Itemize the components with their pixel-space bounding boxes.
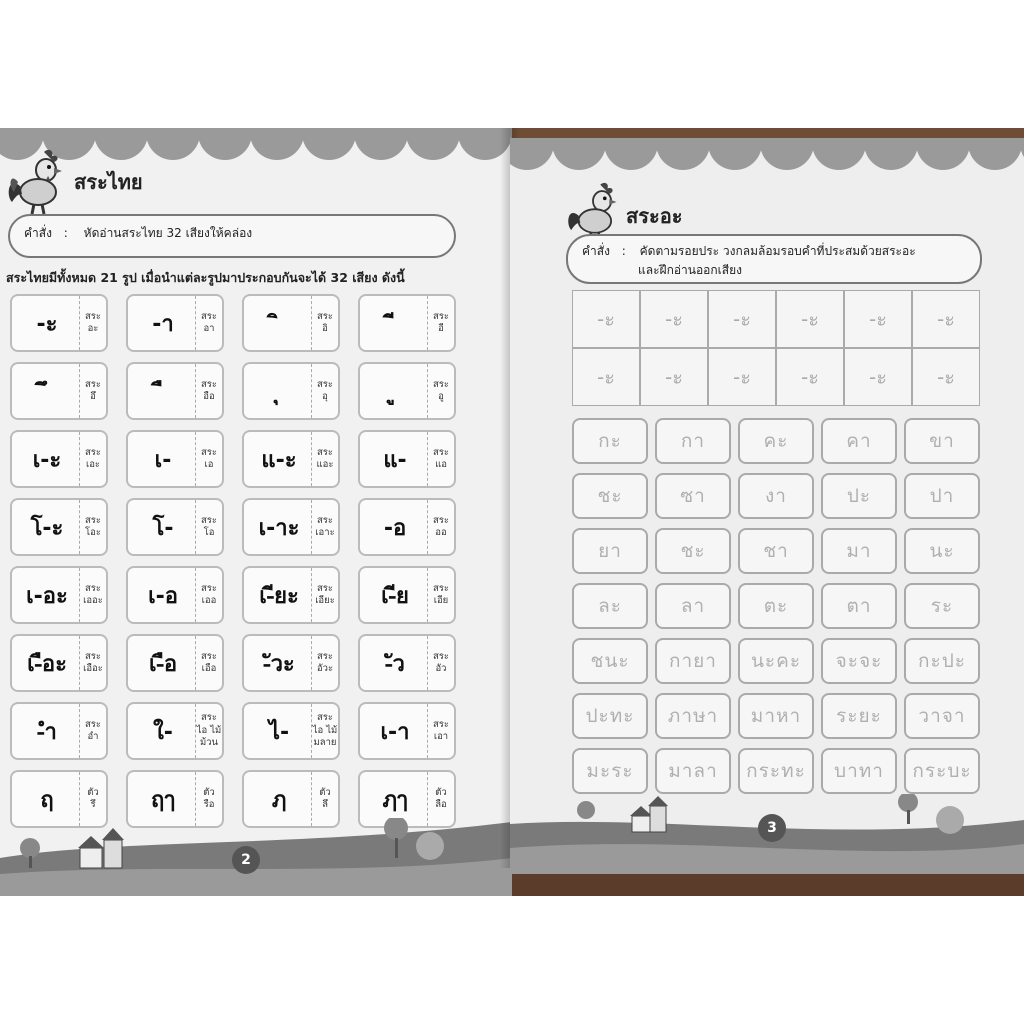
vowel-label [311,704,338,758]
vowel-label [195,296,222,350]
word-box[interactable]: คะ [738,418,814,464]
vowel-label-line1: สระ [200,310,217,322]
vowel-glyph: เ-า [380,719,410,745]
instruction-box [566,234,982,284]
vowel-card [126,702,224,760]
trace-cell[interactable]: -ะ [844,290,912,348]
vowel-label [427,704,454,758]
word-box[interactable]: งา [738,473,814,519]
scallop [146,128,200,160]
instruction-text: หัดอ่านสระไทย 32 เสียงให้คล่อง [83,226,253,240]
word-box[interactable]: กะปะ [904,638,980,684]
vowel-label-line2: ลึ [322,799,328,810]
vowel-label-line2: เอือ [201,663,217,674]
page-number: 2 [232,846,260,874]
vowel-label-line2: เออะ [83,595,103,606]
vowel-label-line2: อะ [87,323,99,334]
scallop [406,128,460,160]
vowel-glyph: เ-ีย [381,583,409,609]
vowel-label-line1: สระ [200,712,217,724]
vowel-glyph: -า [152,311,174,337]
word-box[interactable]: ชา [738,528,814,574]
vowel-label-line1: สระ [200,514,217,526]
instruction-box [8,214,456,258]
subtitle: สระไทยมีทั้งหมด 21 รูป เมื่อนำแต่ละรูปมาประกอบกันจะได้ 32 เสียง ดังนี้ [6,270,405,285]
vowel-glyph [244,296,314,350]
vowel-glyph: -ำ [37,719,57,745]
vowel-glyph: ใ- [153,719,173,745]
vowel-label-line1: สระ [84,310,101,322]
vowel-label-line1: ตัว [87,786,99,798]
vowel-label [311,636,338,690]
page-title: สระไทย [74,170,143,194]
vowel-label-line1: สระ [432,310,449,322]
vowel-label-line1: สระ [84,718,101,730]
instruction-sep: : [63,226,68,240]
word-box[interactable]: บาทา [821,748,897,794]
vowel-card [10,294,108,352]
vowel-label-line2: เอีย [433,595,449,606]
scallop [302,128,356,160]
word-box[interactable]: ปา [904,473,980,519]
scallop [250,128,304,160]
vowel-label-line1: สระ [84,446,101,458]
vowel-glyph [244,364,314,418]
vowel-label-line2: ไอ ไม้ม้วน [196,724,222,749]
vowel-label-line2: แอ [435,459,447,470]
vowel-label-line1: สระ [316,712,333,724]
vowel-label [195,636,222,690]
word-box[interactable]: ตา [821,583,897,629]
vowel-label-line1: สระ [84,582,101,594]
scallop [708,138,762,170]
vowel-glyph: เ-ือ [148,651,178,677]
word-box[interactable]: มา [821,528,897,574]
vowel-label-line1: ตัว [203,786,215,798]
trace-cell[interactable]: -ะ [640,348,708,406]
vowel-label-line1: ตัว [435,786,447,798]
vowel-label-line2: ออ [435,527,447,538]
scallop-border [510,138,1024,178]
trace-cell[interactable]: -ะ [640,290,708,348]
vowel-label-line2: อำ [87,731,99,742]
vowel-glyph: โ-ะ [30,515,64,541]
vowel-card [10,702,108,760]
scallop [812,138,866,170]
instruction-sep: : [621,244,626,258]
vowel-card [126,566,224,624]
vowel-card [358,566,456,624]
vowel-card [358,430,456,488]
scallop [916,138,970,170]
vowel-card [358,294,456,352]
word-box[interactable]: ปะ [821,473,897,519]
vowel-label-line2: อู [438,391,444,402]
word-box[interactable]: มะระ [572,748,648,794]
vowel-label [79,636,106,690]
vowel-label-line2: ไอ ไม้มลาย [312,724,338,749]
vowel-label [79,364,106,418]
vowel-glyph: เ-ียะ [259,583,299,609]
trace-cell[interactable]: -ะ [708,290,776,348]
vowel-card [126,498,224,556]
word-box[interactable]: ซา [655,473,731,519]
scallop [552,138,606,170]
vowel-label-line1: สระ [200,582,217,594]
vowel-card [242,566,340,624]
vowel-label-line2: ลือ [435,799,447,810]
vowel-label-line1: สระ [200,446,217,458]
vowel-glyph [12,364,82,418]
vowel-label-line1: สระ [432,378,449,390]
vowel-label [79,432,106,486]
vowel-glyph [128,364,198,418]
vowel-glyph: -อ [383,515,407,541]
scallop [760,138,814,170]
scallop [94,128,148,160]
vowel-label-line1: สระ [432,514,449,526]
vowel-label-line1: สระ [84,378,101,390]
scallop [968,138,1022,170]
vowel-card [126,430,224,488]
word-box[interactable]: ชะ [572,473,648,519]
vowel-label-line1: สระ [316,446,333,458]
scallop [864,138,918,170]
word-box[interactable]: ภาษา [655,693,731,739]
vowel-label [311,364,338,418]
vowel-label-line1: สระ [84,650,101,662]
vowel-card [242,362,340,420]
vowel-glyph: -ัว [385,651,405,677]
vowel-label [311,500,338,554]
vowel-card [242,634,340,692]
vowel-label-line1: สระ [432,718,449,730]
vowel-label [311,568,338,622]
scallop-border [0,128,512,168]
word-box[interactable]: ขา [904,418,980,464]
vowel-label-line2: อุ [322,391,328,402]
scallop [354,128,408,160]
vowel-label-line2: รึ [90,799,96,810]
vowel-card [242,498,340,556]
trace-cell[interactable]: -ะ [912,290,980,348]
vowel-label-line1: สระ [432,446,449,458]
vowel-label [195,704,222,758]
vowel-glyph: -ัวะ [263,651,295,677]
vowel-label-line1: สระ [316,378,333,390]
vowel-glyph: เ-อะ [26,583,68,609]
word-box[interactable]: นะ [904,528,980,574]
word-box[interactable]: ตะ [738,583,814,629]
vowel-label [427,500,454,554]
vowel-card [10,362,108,420]
vowel-glyph: เ-ะ [32,447,62,473]
word-box[interactable]: วาจา [904,693,980,739]
vowel-label [195,432,222,486]
page-title: สระอะ [626,204,683,228]
vowel-card [242,702,340,760]
vowel-label-line1: ตัว [319,786,331,798]
vowel-label-line2: รือ [203,799,215,810]
vowel-label-line1: สระ [84,514,101,526]
vowel-label [79,704,106,758]
photo-frame [0,128,1024,896]
trace-cell[interactable]: -ะ [572,348,640,406]
right-page [510,138,1024,868]
vowel-label [427,296,454,350]
word-box[interactable]: ชะ [655,528,731,574]
vowel-label-line2: อึ [90,391,96,402]
vowel-label-line2: อิ [322,323,328,334]
vowel-glyph: -ะ [36,311,58,337]
vowel-glyph: แ-ะ [261,447,297,473]
vowel-label [79,296,106,350]
vowel-label-line2: อือ [203,391,215,402]
trace-cell[interactable]: -ะ [776,348,844,406]
vowel-label [427,432,454,486]
vowel-label-line1: สระ [200,650,217,662]
left-page [0,128,512,868]
page-number: 3 [758,814,786,842]
vowel-label [311,432,338,486]
vowel-card [126,634,224,692]
vowel-label-line2: โอ [203,527,215,538]
word-box[interactable]: นะคะ [738,638,814,684]
scallop [656,138,710,170]
vowel-label-line2: อี [438,323,444,334]
vowel-card [10,430,108,488]
vowel-glyph: เ-อ [148,583,178,609]
word-box[interactable]: กะ [572,418,648,464]
vowel-label [427,364,454,418]
vowel-glyph: ฤๅ [150,787,176,813]
vowel-card [242,294,340,352]
vowel-label-line1: สระ [316,514,333,526]
vowel-label-line2: เอือะ [83,663,103,674]
vowel-label-line1: สระ [200,378,217,390]
vowel-label-line1: สระ [432,650,449,662]
vowel-label-line2: เอาะ [315,527,335,538]
vowel-glyph [360,364,430,418]
vowel-glyph: เ-าะ [258,515,300,541]
vowel-card [10,634,108,692]
vowel-label-line2: อา [203,323,215,334]
word-box[interactable]: กระบะ [904,748,980,794]
instruction-line-2: และฝึกอ่านออกเสียง [638,263,742,277]
vowel-glyph: ฦ [271,787,287,813]
vowel-label-line2: เออ [201,595,217,606]
word-box[interactable]: ระยะ [821,693,897,739]
vowel-card [358,498,456,556]
trace-cell[interactable]: -ะ [912,348,980,406]
vowel-label [195,500,222,554]
word-box[interactable]: มาลา [655,748,731,794]
vowel-glyph: แ- [383,447,407,473]
word-box[interactable]: ชนะ [572,638,648,684]
rooster-icon [4,146,68,216]
vowel-label [427,636,454,690]
vowel-card [10,498,108,556]
vowel-label [79,568,106,622]
trace-cell[interactable]: -ะ [572,290,640,348]
vowel-label-line1: สระ [316,582,333,594]
vowel-label-line1: สระ [316,650,333,662]
instruction-line-1: คัดตามรอยประ วงกลมล้อมรอบคำที่ประสมด้วยสระอะ [639,244,916,258]
vowel-label [79,500,106,554]
vowel-label-line2: แอะ [316,459,334,470]
vowel-label-line2: เอียะ [315,595,335,606]
vowel-label-line2: เอ [204,459,214,470]
vowel-card [126,294,224,352]
vowel-glyph: โ- [152,515,174,541]
vowel-card [358,702,456,760]
vowel-label-line2: อัว [435,663,447,674]
vowel-label-line1: สระ [316,310,333,322]
vowel-glyph: ฦๅ [382,787,408,813]
word-box[interactable]: กา [655,418,731,464]
vowel-glyph: ฤ [40,787,54,813]
vowel-label-line2: เอา [433,731,449,742]
vowel-card [242,430,340,488]
vowel-label [311,296,338,350]
vowel-card [126,362,224,420]
vowel-label-line2: อัวะ [316,663,334,674]
word-box[interactable]: ยา [572,528,648,574]
vowel-label [195,568,222,622]
vowel-label-line1: สระ [432,582,449,594]
trace-cell[interactable]: -ะ [844,348,912,406]
word-box[interactable]: ปะทะ [572,693,648,739]
scallop [198,128,252,160]
instruction-label: คำสั่ง [24,226,52,240]
word-box[interactable]: ระ [904,583,980,629]
word-box[interactable]: กระทะ [738,748,814,794]
vowel-label [427,568,454,622]
vowel-glyph: เ- [154,447,172,473]
scallop [510,138,554,170]
vowel-card [358,634,456,692]
vowel-label [195,364,222,418]
vowel-label-line2: โอะ [85,527,101,538]
word-box[interactable]: จะจะ [821,638,897,684]
vowel-glyph [360,296,430,350]
word-box[interactable]: คา [821,418,897,464]
word-box[interactable]: กายา [655,638,731,684]
vowel-card [358,362,456,420]
scallop [604,138,658,170]
vowel-card [10,566,108,624]
scallop [1020,138,1024,170]
word-box[interactable]: ละ [572,583,648,629]
vowel-label-line2: เอะ [85,459,101,470]
vowel-glyph: เ-ือะ [27,651,67,677]
trace-cell[interactable]: -ะ [776,290,844,348]
vowel-glyph: ไ- [268,719,290,745]
word-box[interactable]: มาหา [738,693,814,739]
trace-cell[interactable]: -ะ [708,348,776,406]
instruction-label: คำสั่ง [582,244,610,258]
word-box[interactable]: ลา [655,583,731,629]
